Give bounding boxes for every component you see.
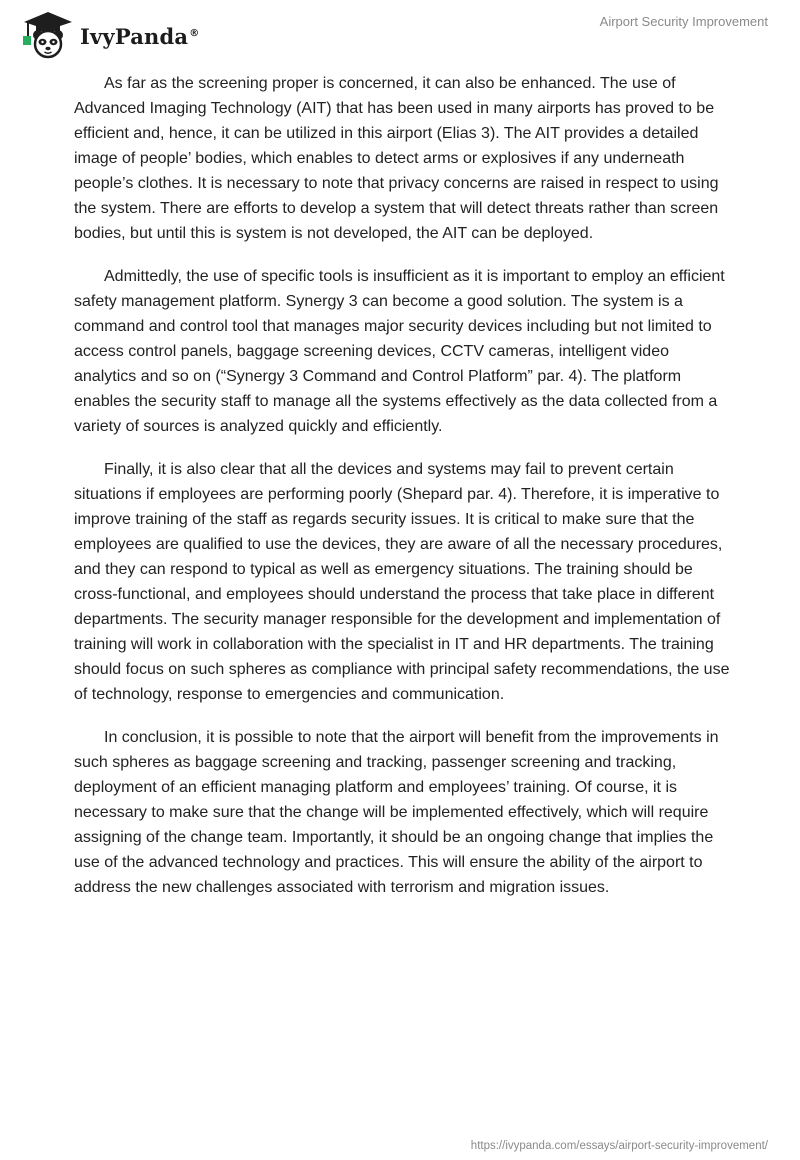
essay-body <box>74 71 734 918</box>
source-url-link[interactable]: https://ivypanda.com/essays/airport-security-improvement/ <box>470 1140 768 1152</box>
ivypanda-logo[interactable] <box>14 8 199 60</box>
paragraph: Admittedly, the use of specific tools is insufficient as it is important to employ an efficient safety management platform. Synergy 3 can become a good solution. The system is a command and control tool that manages major security devices including but not limited to access control panels, baggage screening devices, CCTV cameras, intelligent video analytics and so on (“Synergy 3 Command and Control Platform” par. 4). The platform enables the security staff to manage all the systems effectively as the data collected from a variety of sources is analyzed quickly and efficiently. <box>74 268 725 435</box>
brand-name: IvyPanda® <box>80 23 200 49</box>
panda-graduate-logo-icon <box>14 8 78 60</box>
document-title: Airport Security Improvement <box>599 14 768 29</box>
paragraph: Finally, it is also clear that all the devices and systems may fail to prevent certain situations if employees are performing poorly (Shepard par. 4). Therefore, it is imperative to improve training of the staff as regards security issues. It is critical to make sure that the employees are qualified to use the devices, they are aware of all the necessary procedures, and they can respond to typical as well as emergency situations. The training should be cross-functional, and employees should understand the process that take place in different departments. The security manager responsible for the development and implementation of training will work in collaboration with the specialist in IT and HR departments. The training should focus on such spheres as compliance with principal safety recommendations, the use of technology, response to emergencies and communication. <box>74 461 730 703</box>
paragraph: As far as the screening proper is concerned, it can also be enhanced. The use of Advanced Imaging Technology (AIT) that has been used in many airports has proved to be efficient and, hence, it can be utilized in this airport (Elias 3). The AIT provides a detailed image of people’ bodies, which enables to detect arms or explosives if any underneath people’s clothes. It is necessary to note that privacy concerns are raised in respect to using the system. There are efforts to develop a system that will detect threats rather than screen bodies, but until this is system is not developed, the AIT can be deployed. <box>74 75 719 242</box>
page-header <box>0 0 800 70</box>
registered-mark: ® <box>189 27 200 39</box>
paragraph: In conclusion, it is possible to note that the airport will benefit from the improvements in such spheres as baggage screening and tracking, passenger screening and tracking, deployment of an efficient managing platform and employees’ training. Of course, it is necessary to make sure that the change will be implemented effectively, which will require assigning of the change team. Importantly, it should be an ongoing change that implies the use of the advanced technology and practices. This will ensure the ability of the airport to address the new challenges associated with terrorism and migration issues. <box>74 729 719 896</box>
